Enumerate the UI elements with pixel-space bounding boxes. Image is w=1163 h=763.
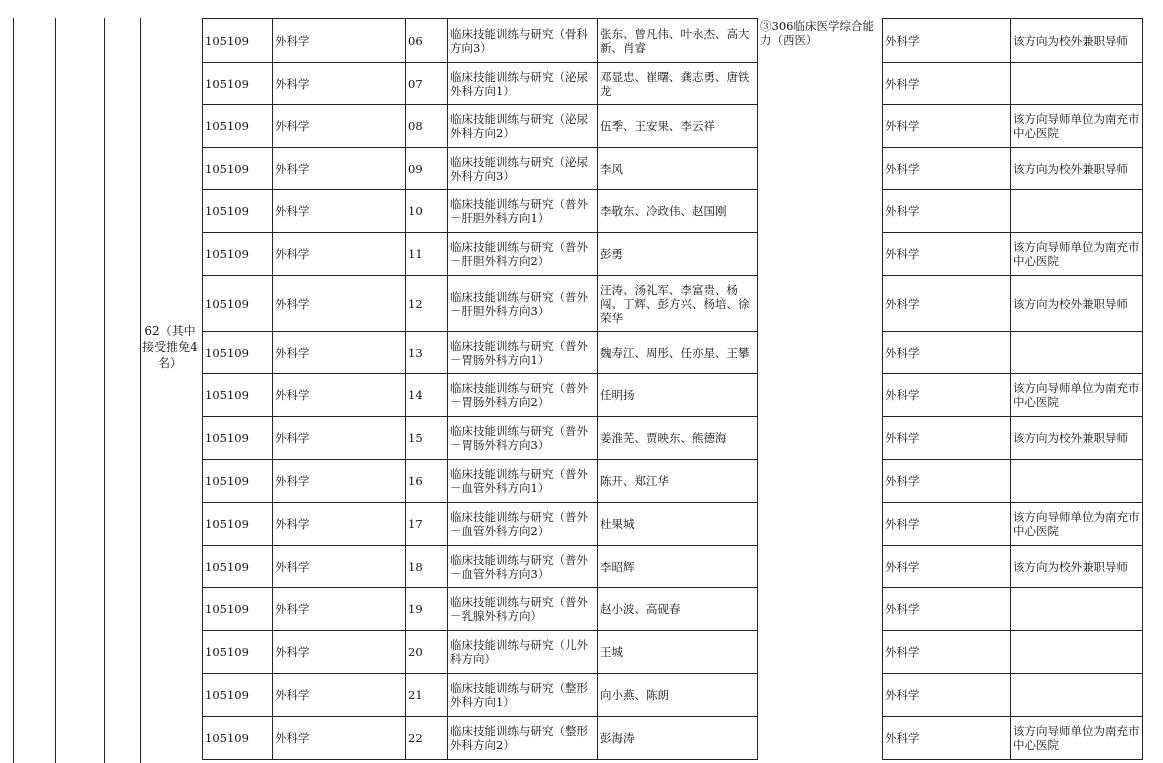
program-code: 105109 bbox=[203, 276, 273, 332]
program-code: 105109 bbox=[203, 503, 273, 546]
major-name: 外科学 bbox=[273, 190, 406, 233]
research-direction: 临床技能训练与研究（普外－血管外科方向1） bbox=[448, 460, 598, 503]
direction-number: 15 bbox=[406, 417, 448, 460]
remark: 该方向导师单位为南充市中心医院 bbox=[1011, 105, 1143, 148]
major-name: 外科学 bbox=[273, 417, 406, 460]
table-row bbox=[203, 674, 1143, 717]
table-row bbox=[203, 417, 1143, 460]
remark: 该方向为校外兼职导师 bbox=[1011, 148, 1143, 190]
left-border-line-3 bbox=[104, 18, 105, 763]
direction-number: 17 bbox=[406, 503, 448, 546]
program-code: 105109 bbox=[203, 332, 273, 374]
table-row bbox=[203, 276, 1143, 332]
retest-subject: 外科学 bbox=[883, 374, 1011, 417]
retest-subject: 外科学 bbox=[883, 417, 1011, 460]
advisor-list: 李敬东、冷政伟、赵国刚 bbox=[598, 190, 758, 233]
program-code: 105109 bbox=[203, 105, 273, 148]
advisor-list: 向小燕、陈朗 bbox=[598, 674, 758, 717]
remark bbox=[1011, 190, 1143, 233]
research-direction: 临床技能训练与研究（泌尿外科方向2） bbox=[448, 105, 598, 148]
direction-number: 21 bbox=[406, 674, 448, 717]
program-code: 105109 bbox=[203, 674, 273, 717]
retest-subject: 外科学 bbox=[883, 233, 1011, 276]
advisor-list: 王城 bbox=[598, 631, 758, 674]
program-code: 105109 bbox=[203, 417, 273, 460]
research-direction: 临床技能训练与研究（普外－肝胆外科方向3） bbox=[448, 276, 598, 332]
research-direction: 临床技能训练与研究（普外－胃肠外科方向2） bbox=[448, 374, 598, 417]
advisor-list: 汪涛、汤礼军、李富贵、杨闯、丁辉、彭方兴、杨培、徐荣华 bbox=[598, 276, 758, 332]
advisor-list: 魏寿江、周彤、任亦星、王攀 bbox=[598, 332, 758, 374]
research-direction: 临床技能训练与研究（泌尿外科方向1） bbox=[448, 63, 598, 105]
research-direction: 临床技能训练与研究（骨科方向3） bbox=[448, 19, 598, 63]
major-name: 外科学 bbox=[273, 105, 406, 148]
retest-subject: 外科学 bbox=[883, 332, 1011, 374]
retest-subject: 外科学 bbox=[883, 588, 1011, 631]
major-name: 外科学 bbox=[273, 233, 406, 276]
program-code: 105109 bbox=[203, 148, 273, 190]
remark bbox=[1011, 674, 1143, 717]
table-row bbox=[203, 374, 1143, 417]
advisor-list: 姜淮芜、贾映东、熊德海 bbox=[598, 417, 758, 460]
direction-number: 07 bbox=[406, 63, 448, 105]
remark bbox=[1011, 631, 1143, 674]
research-direction: 临床技能训练与研究（整形外科方向2） bbox=[448, 717, 598, 760]
advisor-list: 赵小波、高砚春 bbox=[598, 588, 758, 631]
direction-number: 11 bbox=[406, 233, 448, 276]
direction-number: 10 bbox=[406, 190, 448, 233]
table-row bbox=[203, 233, 1143, 276]
retest-subject: 外科学 bbox=[883, 460, 1011, 503]
major-name: 外科学 bbox=[273, 546, 406, 588]
table-row bbox=[203, 588, 1143, 631]
direction-number: 12 bbox=[406, 276, 448, 332]
direction-number: 19 bbox=[406, 588, 448, 631]
major-name: 外科学 bbox=[273, 332, 406, 374]
enrollment-quota: 62（其中接受推免4名） bbox=[142, 324, 198, 370]
retest-subject: 外科学 bbox=[883, 631, 1011, 674]
retest-subject: 外科学 bbox=[883, 190, 1011, 233]
direction-number: 13 bbox=[406, 332, 448, 374]
advisor-list: 彭勇 bbox=[598, 233, 758, 276]
remark: 该方向为校外兼职导师 bbox=[1011, 19, 1143, 63]
major-name: 外科学 bbox=[273, 631, 406, 674]
major-name: 外科学 bbox=[273, 276, 406, 332]
research-direction: 临床技能训练与研究（普外－血管外科方向3） bbox=[448, 546, 598, 588]
table-row bbox=[203, 546, 1143, 588]
major-name: 外科学 bbox=[273, 374, 406, 417]
research-direction: 临床技能训练与研究（整形外科方向1） bbox=[448, 674, 598, 717]
major-name: 外科学 bbox=[273, 674, 406, 717]
remark: 该方向导师单位为南充市中心医院 bbox=[1011, 233, 1143, 276]
program-code: 105109 bbox=[203, 190, 273, 233]
retest-subject: 外科学 bbox=[883, 546, 1011, 588]
major-name: 外科学 bbox=[273, 148, 406, 190]
remark bbox=[1011, 332, 1143, 374]
program-table bbox=[202, 18, 1143, 760]
table-row bbox=[203, 190, 1143, 233]
remark: 该方向导师单位为南充市中心医院 bbox=[1011, 503, 1143, 546]
major-name: 外科学 bbox=[273, 63, 406, 105]
advisor-list: 邓显忠、崔曙、龚志勇、唐铁龙 bbox=[598, 63, 758, 105]
table-row bbox=[203, 19, 1143, 63]
advisor-list: 伍季、王安果、李云祥 bbox=[598, 105, 758, 148]
major-name: 外科学 bbox=[273, 588, 406, 631]
program-code: 105109 bbox=[203, 717, 273, 760]
research-direction: 临床技能训练与研究（普外－胃肠外科方向3） bbox=[448, 417, 598, 460]
advisor-list: 杜果城 bbox=[598, 503, 758, 546]
program-code: 105109 bbox=[203, 460, 273, 503]
table-row bbox=[203, 460, 1143, 503]
program-code: 105109 bbox=[203, 631, 273, 674]
advisor-list: 李昭辉 bbox=[598, 546, 758, 588]
advisor-list: 彭海涛 bbox=[598, 717, 758, 760]
retest-subject: 外科学 bbox=[883, 19, 1011, 63]
major-name: 外科学 bbox=[273, 717, 406, 760]
left-border-line-1 bbox=[13, 18, 14, 763]
research-direction: 临床技能训练与研究（普外－肝胆外科方向2） bbox=[448, 233, 598, 276]
direction-number: 09 bbox=[406, 148, 448, 190]
program-code: 105109 bbox=[203, 63, 273, 105]
program-code: 105109 bbox=[203, 374, 273, 417]
direction-number: 06 bbox=[406, 19, 448, 63]
major-name: 外科学 bbox=[273, 460, 406, 503]
remark: 该方向导师单位为南充市中心医院 bbox=[1011, 717, 1143, 760]
retest-subject: 外科学 bbox=[883, 63, 1011, 105]
table-row bbox=[203, 105, 1143, 148]
table-row bbox=[203, 631, 1143, 674]
direction-number: 14 bbox=[406, 374, 448, 417]
research-direction: 临床技能训练与研究（普外－乳腺外科方向） bbox=[448, 588, 598, 631]
retest-subject: 外科学 bbox=[883, 105, 1011, 148]
research-direction: 临床技能训练与研究（普外－肝胆外科方向1） bbox=[448, 190, 598, 233]
retest-subject: 外科学 bbox=[883, 503, 1011, 546]
table-row bbox=[203, 503, 1143, 546]
advisor-list: 任明扬 bbox=[598, 374, 758, 417]
exam-subject: ③306临床医学综合能力（西医） bbox=[758, 19, 883, 760]
major-name: 外科学 bbox=[273, 19, 406, 63]
remark: 该方向为校外兼职导师 bbox=[1011, 417, 1143, 460]
program-code: 105109 bbox=[203, 546, 273, 588]
remark: 该方向为校外兼职导师 bbox=[1011, 276, 1143, 332]
retest-subject: 外科学 bbox=[883, 674, 1011, 717]
advisor-list: 张东、曾凡伟、叶永杰、高大新、肖睿 bbox=[598, 19, 758, 63]
program-code: 105109 bbox=[203, 19, 273, 63]
table-row bbox=[203, 63, 1143, 105]
remark bbox=[1011, 63, 1143, 105]
retest-subject: 外科学 bbox=[883, 717, 1011, 760]
table-row bbox=[203, 717, 1143, 760]
research-direction: 临床技能训练与研究（普外－胃肠外科方向1） bbox=[448, 332, 598, 374]
direction-number: 18 bbox=[406, 546, 448, 588]
table-row bbox=[203, 332, 1143, 374]
research-direction: 临床技能训练与研究（泌尿外科方向3） bbox=[448, 148, 598, 190]
advisor-list: 陈开、郑江华 bbox=[598, 460, 758, 503]
retest-subject: 外科学 bbox=[883, 148, 1011, 190]
table-row bbox=[203, 148, 1143, 190]
direction-number: 08 bbox=[406, 105, 448, 148]
remark: 该方向导师单位为南充市中心医院 bbox=[1011, 374, 1143, 417]
direction-number: 20 bbox=[406, 631, 448, 674]
left-border-line-4 bbox=[140, 18, 141, 763]
research-direction: 临床技能训练与研究（普外－血管外科方向2） bbox=[448, 503, 598, 546]
remark bbox=[1011, 460, 1143, 503]
left-border-line-2 bbox=[55, 18, 56, 763]
advisor-list: 李风 bbox=[598, 148, 758, 190]
retest-subject: 外科学 bbox=[883, 276, 1011, 332]
program-code: 105109 bbox=[203, 588, 273, 631]
direction-number: 16 bbox=[406, 460, 448, 503]
remark: 该方向为校外兼职导师 bbox=[1011, 546, 1143, 588]
remark bbox=[1011, 588, 1143, 631]
major-name: 外科学 bbox=[273, 503, 406, 546]
research-direction: 临床技能训练与研究（儿外科方向） bbox=[448, 631, 598, 674]
direction-number: 22 bbox=[406, 717, 448, 760]
program-code: 105109 bbox=[203, 233, 273, 276]
